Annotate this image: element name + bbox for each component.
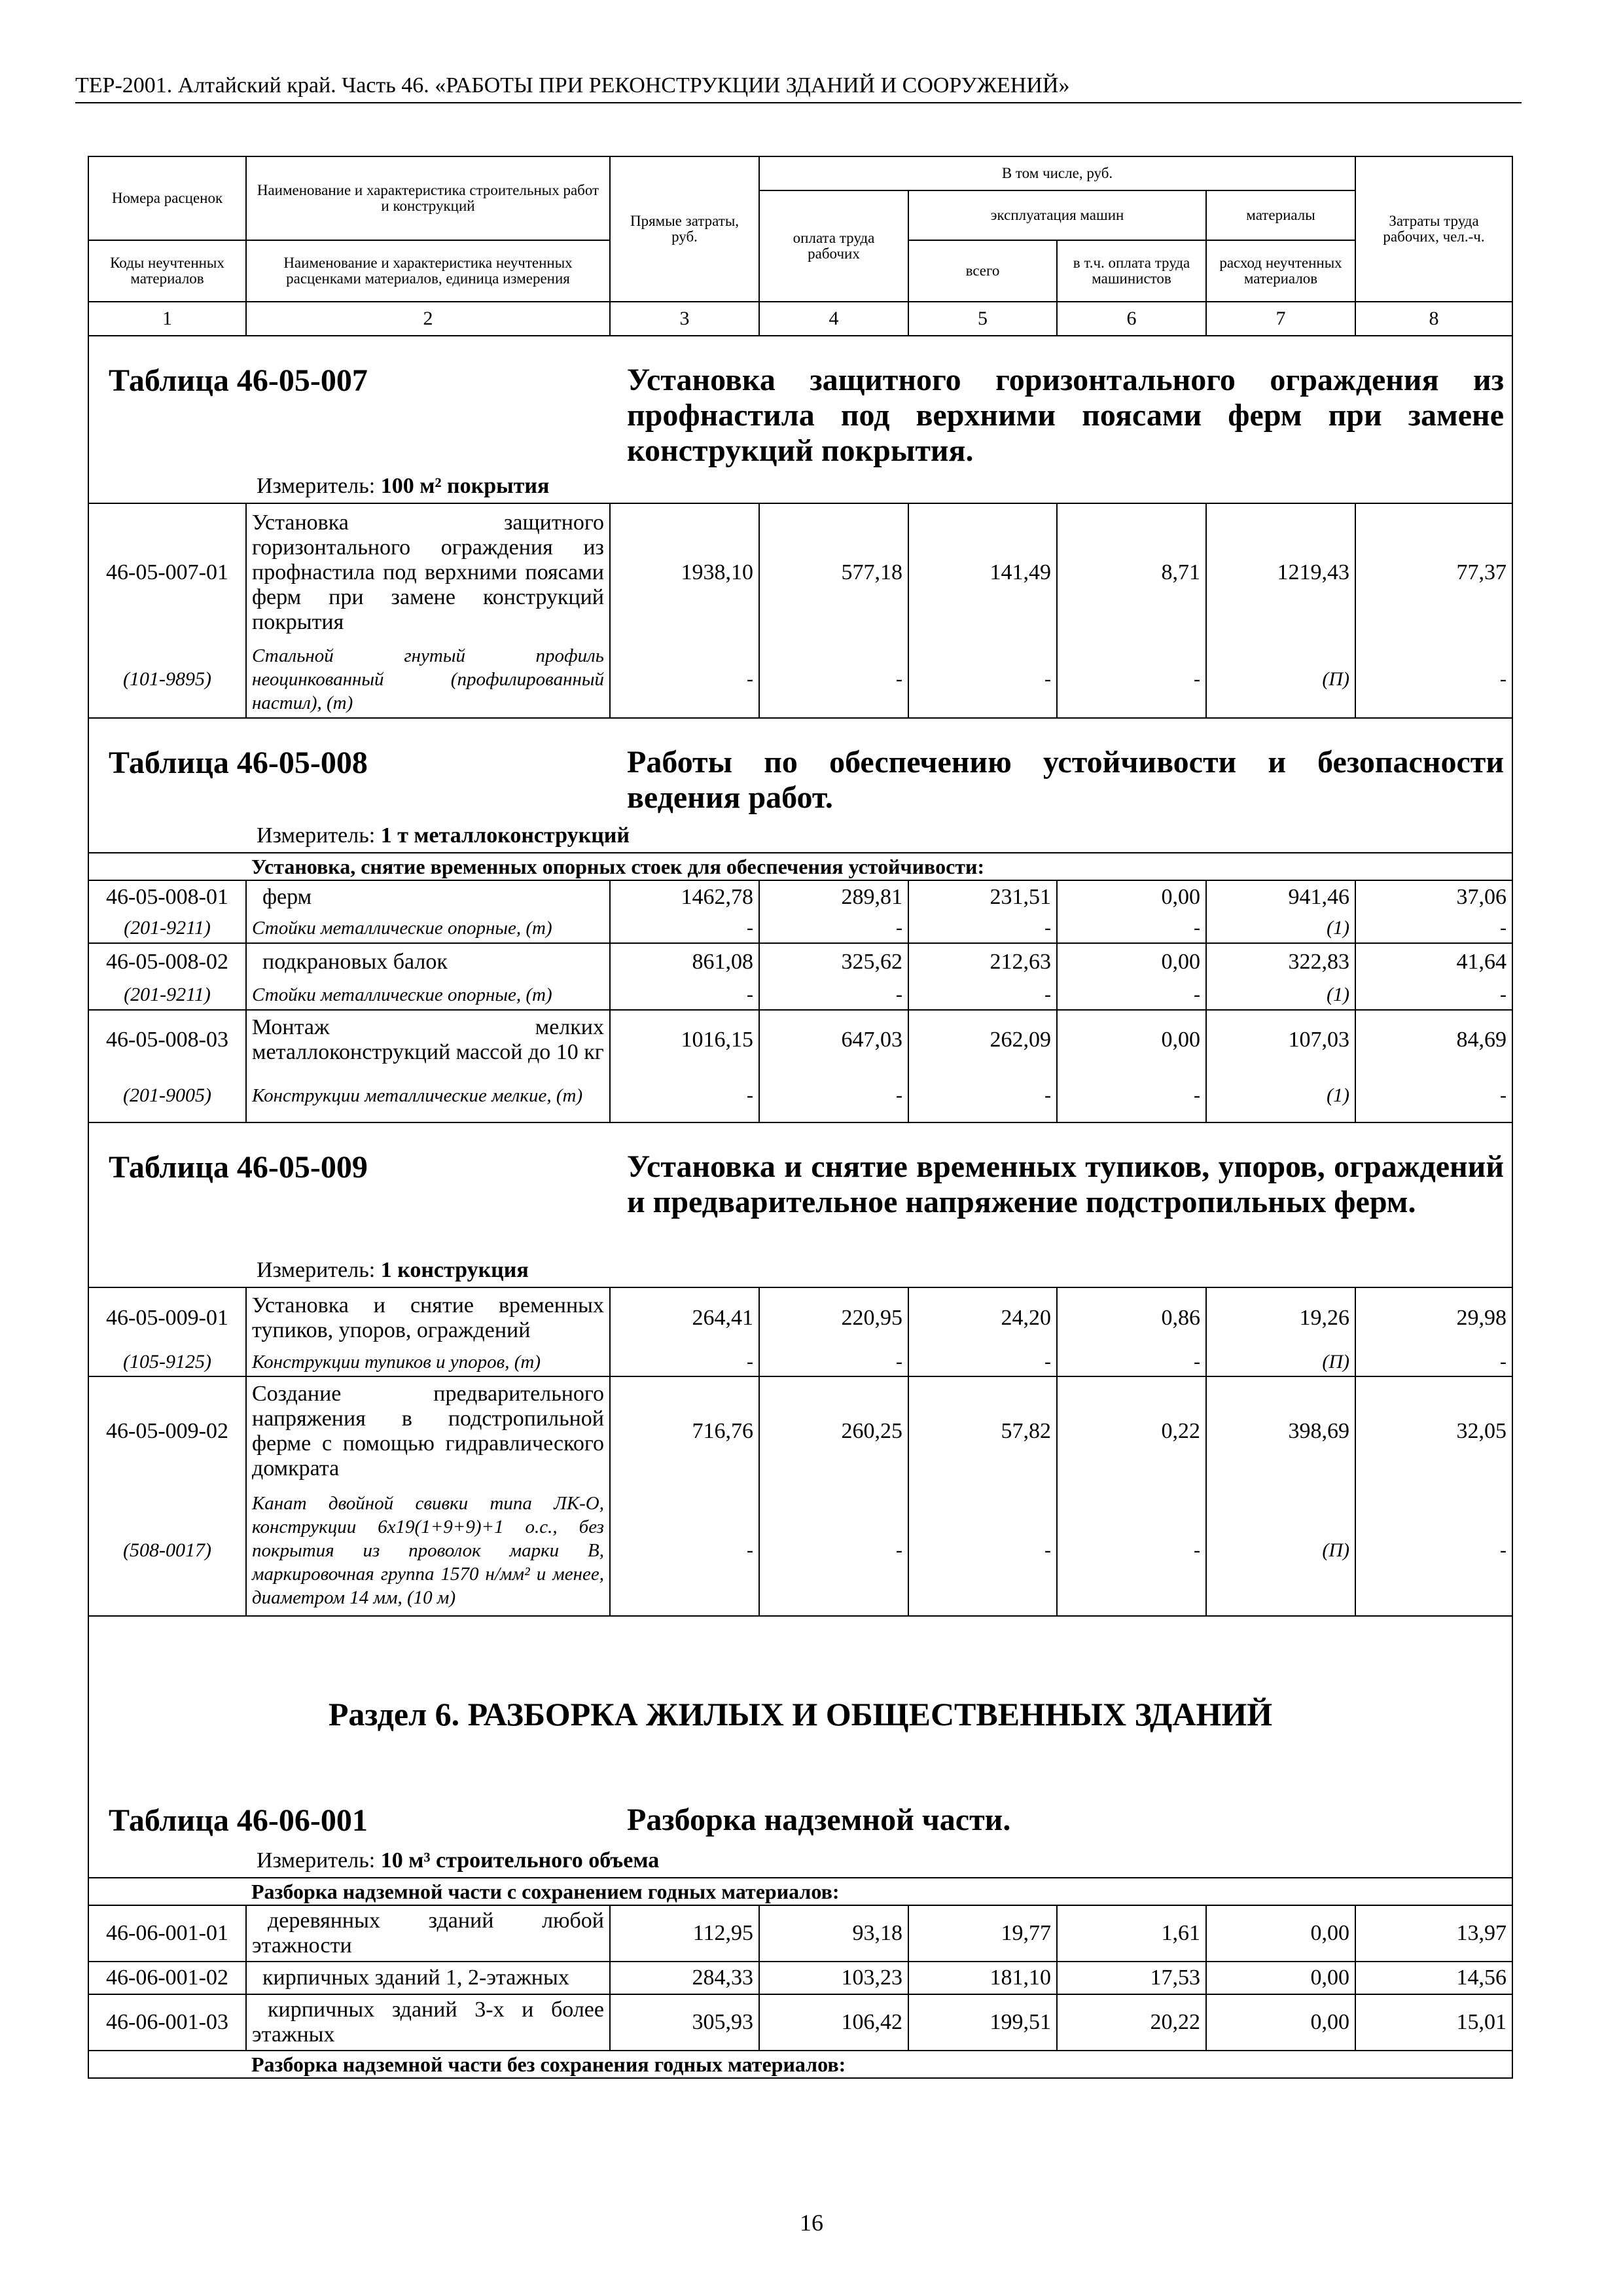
material-value: - [1057, 980, 1206, 1010]
table-code: Таблица 46-05-009 [109, 1150, 368, 1185]
rate-code: 46-05-007-01 [88, 503, 246, 641]
materials-cost: 0,00 [1206, 1994, 1355, 2051]
col2-header-top: Наименование и характеристика строительных работ и конструкций [246, 156, 610, 240]
material-value: - [1355, 913, 1512, 943]
labor-hours: 13,97 [1355, 1905, 1512, 1962]
material-value: (П) [1206, 1485, 1355, 1616]
material-value: (П) [1206, 641, 1355, 718]
material-code: (105-9125) [88, 1348, 246, 1376]
material-value: - [1355, 980, 1512, 1010]
machines-total: 24,20 [908, 1287, 1057, 1348]
rate-code: 46-05-009-01 [88, 1287, 246, 1348]
material-value: - [908, 641, 1057, 718]
materials-cost: 19,26 [1206, 1287, 1355, 1348]
measure-unit: Измеритель: 1 т металлоконструкций [257, 823, 630, 848]
measure-unit: Измеритель: 1 конструкция [257, 1258, 529, 1282]
table-name: Работы по обеспечению устойчивости и безопасности ведения работ. [627, 745, 1504, 815]
material-value: - [908, 1485, 1057, 1616]
machinists-pay: 20,22 [1057, 1994, 1206, 2051]
rate-name: Создание предварительного напряжения в подстропильной ферме с помощью гидравлического домкрата [246, 1376, 610, 1485]
material-value: - [1355, 1348, 1512, 1376]
direct-costs: 1938,10 [610, 503, 759, 641]
material-value: - [1057, 1348, 1206, 1376]
material-value: - [759, 1069, 908, 1122]
material-name: Стальной гнутый профиль неоцинкованный (профилированный настил), (т) [246, 641, 610, 718]
material-value: (П) [1206, 1348, 1355, 1376]
material-value: - [610, 1069, 759, 1122]
materials-cost: 0,00 [1206, 1905, 1355, 1962]
col-number: 8 [1355, 302, 1512, 336]
group-subtitle: Установка, снятие временных опорных стоек для обеспечения устойчивости: [246, 853, 1512, 880]
labor-pay: 103,23 [759, 1962, 908, 1994]
price-table [88, 156, 1513, 2079]
materials-group-header: материалы [1206, 190, 1355, 240]
machines-total: 231,51 [908, 880, 1057, 913]
rate-name: Установка защитного горизонтального ограждения из профнастила под верхними поясами ферм при замене конструкций покрытия [246, 503, 610, 641]
machinists-pay: 0,00 [1057, 880, 1206, 913]
machines-total: 19,77 [908, 1905, 1057, 1962]
material-value: - [610, 1348, 759, 1376]
col1-header-bottom: Коды неучтенных материалов [88, 240, 246, 302]
group-subtitle: Разборка надземной части с сохранением годных материалов: [246, 1878, 1512, 1905]
material-value: - [610, 1485, 759, 1616]
material-value: - [908, 1348, 1057, 1376]
material-value: - [1355, 1485, 1512, 1616]
col-number: 1 [88, 302, 246, 336]
rate-code: 46-06-001-02 [88, 1962, 246, 1994]
rate-code: 46-05-008-01 [88, 880, 246, 913]
material-value: - [1057, 641, 1206, 718]
material-value: - [908, 913, 1057, 943]
labor-pay: 577,18 [759, 503, 908, 641]
table-name: Разборка надземной части. [627, 1803, 1011, 1837]
direct-costs: 264,41 [610, 1287, 759, 1348]
materials-cost: 1219,43 [1206, 503, 1355, 641]
rate-code: 46-05-008-02 [88, 943, 246, 980]
rate-code: 46-06-001-03 [88, 1994, 246, 2051]
including-group-header: В том числе, руб. [759, 156, 1355, 190]
machinists-pay: 8,71 [1057, 503, 1206, 641]
direct-costs: 112,95 [610, 1905, 759, 1962]
direct-costs: 1462,78 [610, 880, 759, 913]
running-header: ТЕР-2001. Алтайский край. Часть 46. «РАБОТЫ ПРИ РЕКОНСТРУКЦИИ ЗДАНИЙ И СООРУЖЕНИЙ» [75, 73, 1522, 103]
measure-unit: Измеритель: 100 м² покрытия [257, 474, 550, 498]
section-title: Раздел 6. РАЗБОРКА ЖИЛЫХ И ОБЩЕСТВЕННЫХ ЗДАНИЙ [328, 1696, 1273, 1732]
rate-code: 46-06-001-01 [88, 1905, 246, 1962]
col8-header: Затраты труда рабочих, чел.-ч. [1355, 156, 1512, 302]
material-name: Конструкции тупиков и упоров, (т) [246, 1348, 610, 1376]
direct-costs: 284,33 [610, 1962, 759, 1994]
material-value: - [1057, 913, 1206, 943]
direct-costs: 1016,15 [610, 1010, 759, 1069]
col-number: 2 [246, 302, 610, 336]
rate-name: подкрановых балок [246, 943, 610, 980]
measure-unit: Измеритель: 10 м³ строительного объема [257, 1848, 660, 1873]
table-46-05-009-title-block [88, 1122, 1512, 1287]
direct-costs: 305,93 [610, 1994, 759, 2051]
labor-hours: 37,06 [1355, 880, 1512, 913]
labor-hours: 29,98 [1355, 1287, 1512, 1348]
rate-name: ферм [246, 880, 610, 913]
labor-hours: 84,69 [1355, 1010, 1512, 1069]
material-code: (508-0017) [88, 1485, 246, 1616]
material-value: - [1057, 1485, 1206, 1616]
rate-name: кирпичных зданий 1, 2-этажных [246, 1962, 610, 1994]
material-value: - [759, 641, 908, 718]
material-value: (1) [1206, 1069, 1355, 1122]
material-value: - [610, 641, 759, 718]
table-code: Таблица 46-05-008 [109, 745, 368, 780]
machines-total: 262,09 [908, 1010, 1057, 1069]
labor-hours: 32,05 [1355, 1376, 1512, 1485]
machines-group-header: эксплуатация машин [908, 190, 1206, 240]
material-code: (101-9895) [88, 641, 246, 718]
page-number: 16 [800, 2210, 823, 2236]
col6-header: в т.ч. оплата труда машинистов [1057, 240, 1206, 302]
rate-name: Монтаж мелких металлоконструкций массой до 10 кг [246, 1010, 610, 1069]
machinists-pay: 0,00 [1057, 943, 1206, 980]
machinists-pay: 0,86 [1057, 1287, 1206, 1348]
machines-total: 212,63 [908, 943, 1057, 980]
material-value: (1) [1206, 980, 1355, 1010]
materials-cost: 0,00 [1206, 1962, 1355, 1994]
labor-pay: 106,42 [759, 1994, 908, 2051]
machines-total: 199,51 [908, 1994, 1057, 2051]
col7-header: расход неучтенных материалов [1206, 240, 1355, 302]
material-code: (201-9211) [88, 913, 246, 943]
labor-hours: 14,56 [1355, 1962, 1512, 1994]
machines-total: 181,10 [908, 1962, 1057, 1994]
rate-name: кирпичных зданий 3-х и более этажных [246, 1994, 610, 2051]
material-name: Стойки металлические опорные, (т) [246, 913, 610, 943]
direct-costs: 716,76 [610, 1376, 759, 1485]
material-code: (201-9005) [88, 1069, 246, 1122]
material-value: - [908, 1069, 1057, 1122]
material-name: Конструкции металлические мелкие, (т) [246, 1069, 610, 1122]
labor-pay: 647,03 [759, 1010, 908, 1069]
table-name: Установка защитного горизонтального ограждения из профнастила под верхними поясами ферм при замене конструкций покрытия. [627, 363, 1504, 468]
table-code: Таблица 46-06-001 [109, 1803, 368, 1838]
material-value: - [908, 980, 1057, 1010]
table-name: Установка и снятие временных тупиков, упоров, ограждений и предварительное напряжение подстропильных ферм. [627, 1149, 1504, 1219]
material-code: (201-9211) [88, 980, 246, 1010]
material-value: - [759, 1485, 908, 1616]
labor-pay: 260,25 [759, 1376, 908, 1485]
labor-pay: 93,18 [759, 1905, 908, 1962]
col-number: 3 [610, 302, 759, 336]
machinists-pay: 0,00 [1057, 1010, 1206, 1069]
labor-hours: 41,64 [1355, 943, 1512, 980]
machines-total: 57,82 [908, 1376, 1057, 1485]
group-subtitle: Разборка надземной части без сохранения годных материалов: [246, 2051, 1512, 2078]
rate-name: Установка и снятие временных тупиков, упоров, ограждений [246, 1287, 610, 1348]
material-value: (1) [1206, 913, 1355, 943]
material-value: - [1355, 1069, 1512, 1122]
material-value: - [610, 980, 759, 1010]
col-number: 6 [1057, 302, 1206, 336]
section-6-title-block [88, 1616, 1512, 1878]
machinists-pay: 1,61 [1057, 1905, 1206, 1962]
machinists-pay: 0,22 [1057, 1376, 1206, 1485]
materials-cost: 398,69 [1206, 1376, 1355, 1485]
machines-total: 141,49 [908, 503, 1057, 641]
table-code: Таблица 46-05-007 [109, 363, 368, 398]
direct-costs: 861,08 [610, 943, 759, 980]
col-number: 7 [1206, 302, 1355, 336]
labor-pay: 220,95 [759, 1287, 908, 1348]
material-value: - [759, 980, 908, 1010]
material-name: Стойки металлические опорные, (т) [246, 980, 610, 1010]
labor-pay: 325,62 [759, 943, 908, 980]
table-46-05-008-title-block [88, 718, 1512, 853]
col5-header: всего [908, 240, 1057, 302]
table-46-05-007-title-block [88, 336, 1512, 503]
labor-hours: 77,37 [1355, 503, 1512, 641]
labor-hours: 15,01 [1355, 1994, 1512, 2051]
material-value: - [610, 913, 759, 943]
materials-cost: 941,46 [1206, 880, 1355, 913]
materials-cost: 107,03 [1206, 1010, 1355, 1069]
material-value: - [759, 1348, 908, 1376]
col4-header: оплата труда рабочих [759, 190, 908, 302]
col3-header: Прямые затраты, руб. [610, 156, 759, 302]
col2-header-bottom: Наименование и характеристика неучтенных расценками материалов, единица измерения [246, 240, 610, 302]
labor-pay: 289,81 [759, 880, 908, 913]
material-value: - [1355, 641, 1512, 718]
col-number: 5 [908, 302, 1057, 336]
materials-cost: 322,83 [1206, 943, 1355, 980]
rate-code: 46-05-008-03 [88, 1010, 246, 1069]
col1-header-top: Номера расценок [88, 156, 246, 240]
material-name: Канат двойной свивки типа ЛК-О, конструкции 6х19(1+9+9)+1 о.с., без покрытия из проволок марки В, маркировочная группа 1570 н/мм² и менее, диаметром 14 мм, (10 м) [246, 1485, 610, 1616]
material-value: - [1057, 1069, 1206, 1122]
rate-name: деревянных зданий любой этажности [246, 1905, 610, 1962]
col-number: 4 [759, 302, 908, 336]
rate-code: 46-05-009-02 [88, 1376, 246, 1485]
material-value: - [759, 913, 908, 943]
machinists-pay: 17,53 [1057, 1962, 1206, 1994]
